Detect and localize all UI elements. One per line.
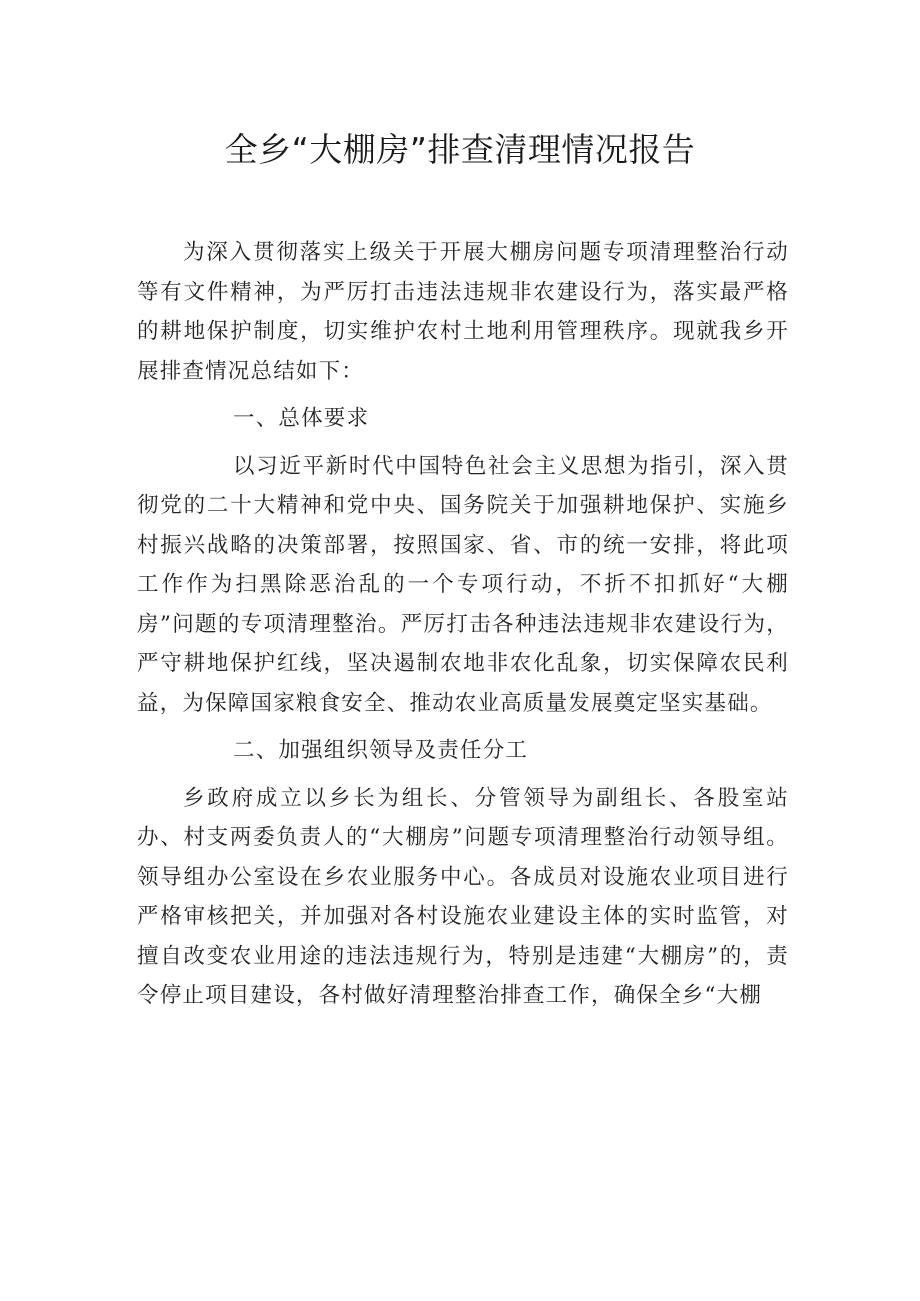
section-heading-organization: 二、加强组织领导及责任分工	[233, 738, 529, 763]
section-body-overall-requirements: 以习近平新时代中国特色社会主义思想为指引，深入贯彻党的二十大精神和党中央、国务院关于加强耕地保护、实施乡村振兴战略的决策部署，按照国家、省、市的统一安排，将此项工作作为扫黑除恶治乱的一个专项行动，不折不扣抓好“大棚房”问题的专项清理整治。严厉打击各种违法违规非农建设行为，严守耕地保护红线，坚决遏制农地非农化乱象，切实保障农民利益，为保障国家粮食安全、推动农业高质量发展奠定坚实基础。	[137, 453, 789, 716]
document-body	[137, 233, 789, 1016]
section-heading-overall-requirements: 一、总体要求	[233, 406, 370, 431]
intro-paragraph: 为深入贯彻落实上级关于开展大棚房问题专项清理整治行动等有文件精神，为严厉打击违法违规非农建设行为，落实最严格的耕地保护制度，切实维护农村土地利用管理秩序。现就我乡开展排查情况总结如下：	[137, 240, 789, 384]
section-body-organization: 乡政府成立以乡长为组长、分管领导为副组长、各股室站办、村支两委负责人的“大棚房”问题专项清理整治行动领导组。领导组办公室设在乡农业服务中心。各成员对设施农业项目进行严格审核把关，并加强对各村设施农业建设主体的实时监管，对擅自改变农业用途的违法违规行为，特别是违建“大棚房”的，责令停止项目建设，各村做好清理整治排查工作，确保全乡“大棚	[137, 785, 789, 1008]
document-title: 全乡“大棚房”排查清理情况报告	[224, 130, 696, 169]
